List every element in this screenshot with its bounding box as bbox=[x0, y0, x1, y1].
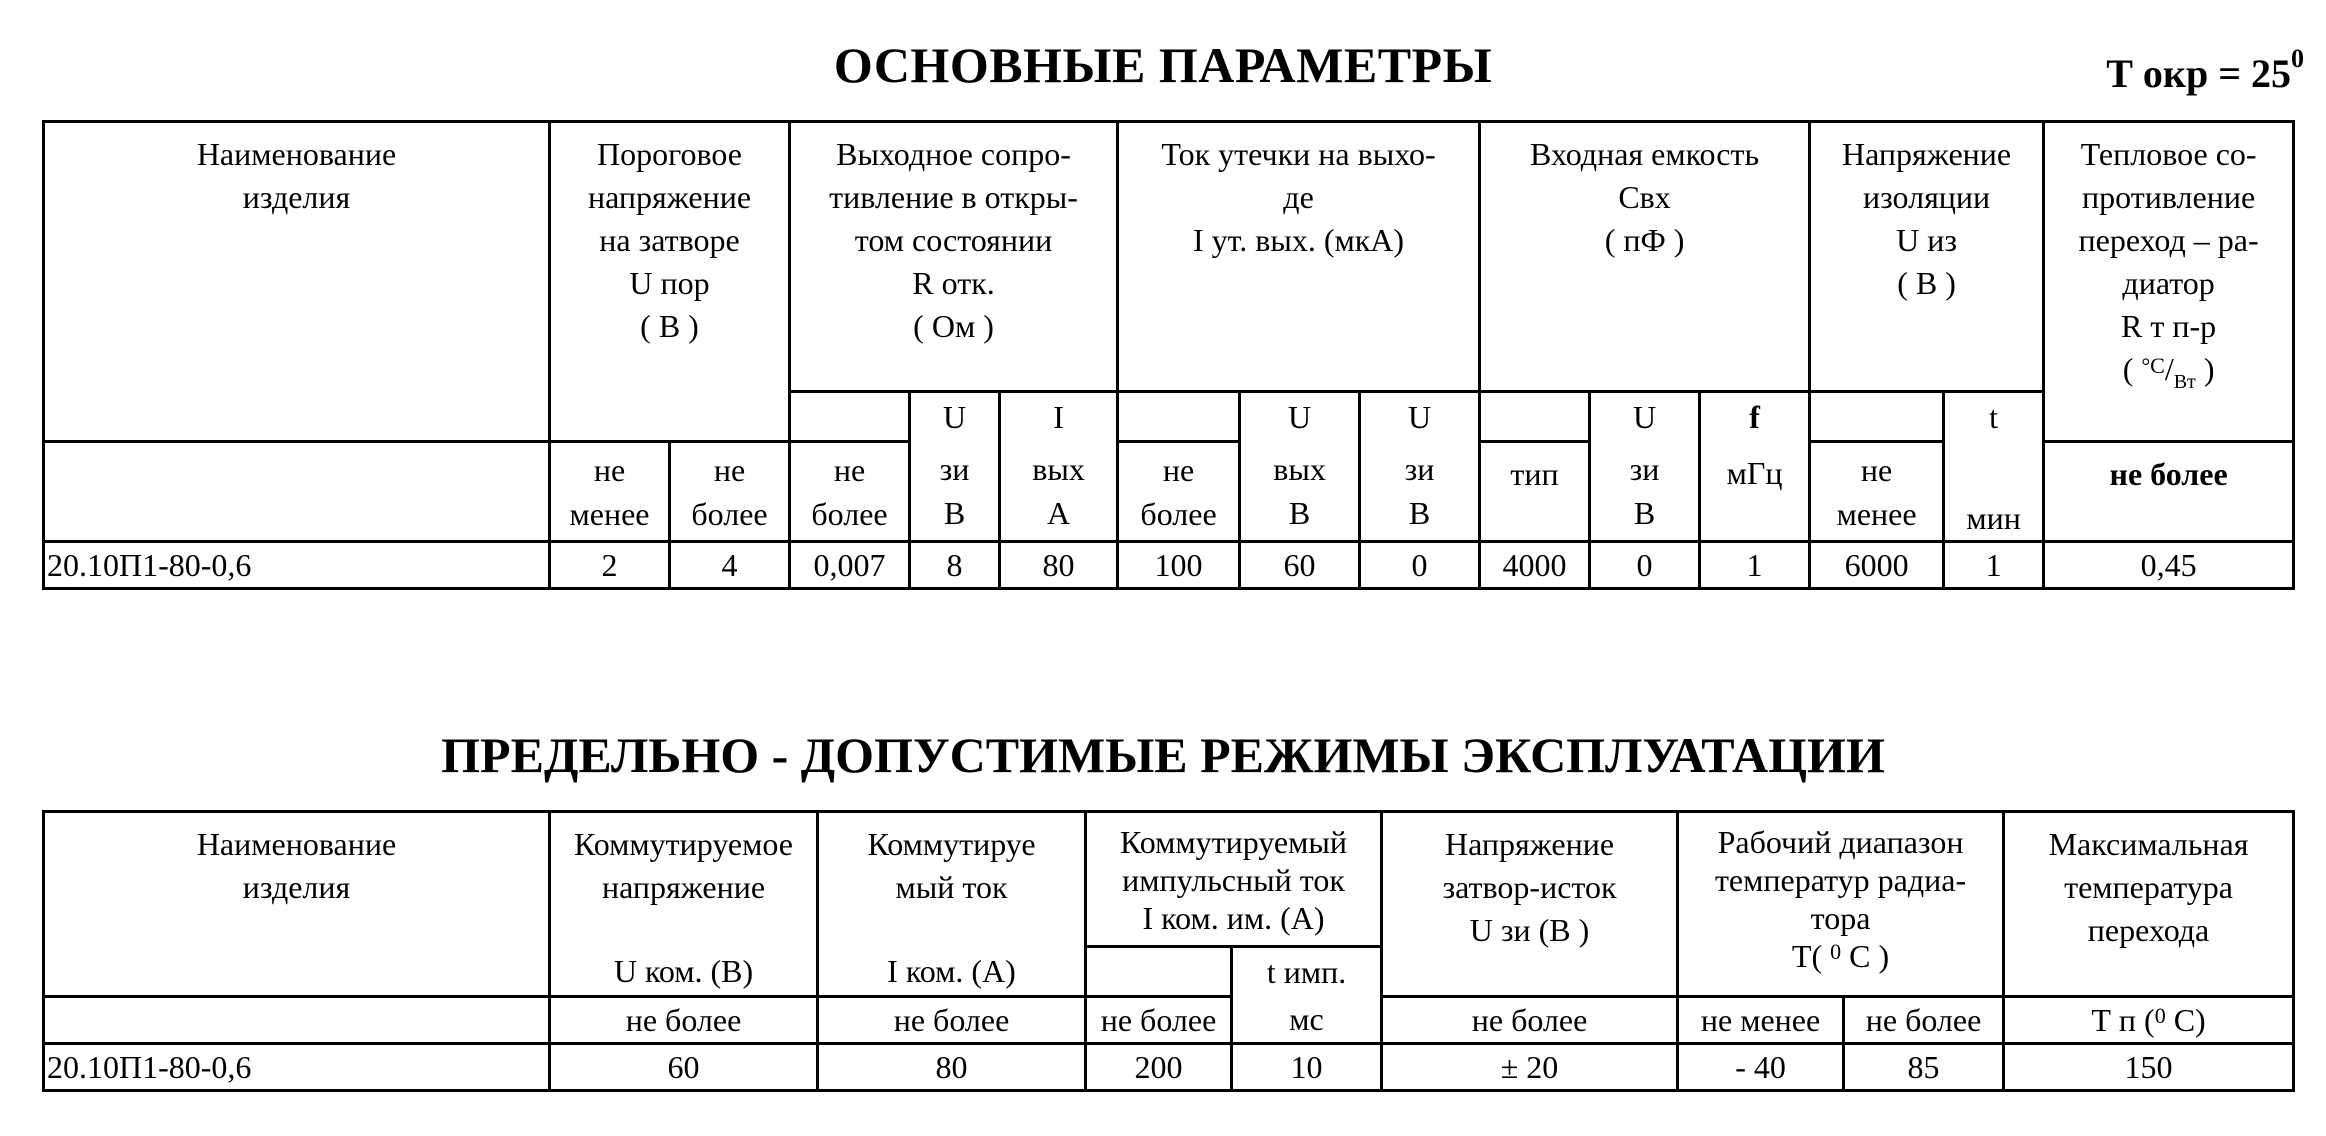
cell-value: 1 bbox=[1700, 542, 1810, 589]
sub-cin-u: U bbox=[1590, 392, 1700, 442]
cell-value: 200 bbox=[1086, 1044, 1232, 1091]
blank-cell bbox=[44, 442, 550, 542]
header-pulse-current: Коммутируемый импульсный ток I ком. им. (А) bbox=[1086, 812, 1382, 947]
cell-value: 10 bbox=[1232, 1044, 1382, 1091]
blank-cell bbox=[1480, 392, 1590, 442]
sub-iut-u-gs: U bbox=[1360, 392, 1480, 442]
sub-rotk-u: U bbox=[910, 392, 1000, 442]
cell-value: ± 20 bbox=[1382, 1044, 1678, 1091]
header-gate-source-voltage: Напряжение затвор-исток U зи (В ) bbox=[1382, 812, 1678, 997]
header-input-capacitance: Входная емкость Свх ( пФ ) bbox=[1480, 122, 1810, 392]
cell-value: 85 bbox=[1844, 1044, 2004, 1091]
blank-cell bbox=[1810, 392, 1944, 442]
col-cin-typ: тип bbox=[1480, 442, 1590, 542]
header-max-junction-temperature: Максимальная температура перехода bbox=[2004, 812, 2294, 997]
col-rotk-iout: вых А bbox=[1000, 442, 1118, 542]
header-name: Наименование изделия bbox=[44, 122, 550, 442]
header-threshold-voltage: Пороговое напряжение на затворе U пор ( В ) bbox=[550, 122, 790, 442]
cell-product-name: 20.10П1-80-0,6 bbox=[44, 542, 550, 589]
cell-value: 150 bbox=[2004, 1044, 2294, 1091]
col-rth-max: не более bbox=[2044, 442, 2294, 542]
operating-limits-table bbox=[42, 810, 2295, 1092]
cell-value: 8 bbox=[910, 542, 1000, 589]
title-operating-limits: ПРЕДЕЛЬНО - ДОПУСТИМЫЕ РЕЖИМЫ ЭКСПЛУАТАЦИИ bbox=[441, 727, 1885, 783]
col-trange-min: не менее bbox=[1678, 997, 1844, 1044]
header-on-resistance: Выходное сопро- тивление в откры- том состоянии R отк. ( Ом ) bbox=[790, 122, 1118, 392]
header-switched-voltage: Коммутируемое напряжение U ком. (В) bbox=[550, 812, 818, 997]
cell-value: 60 bbox=[550, 1044, 818, 1091]
cell-value: 100 bbox=[1118, 542, 1240, 589]
blank-cell bbox=[1118, 392, 1240, 442]
cell-value: 0 bbox=[1360, 542, 1480, 589]
header-name: Наименование изделия bbox=[44, 812, 550, 997]
sub-uiz-t: t bbox=[1944, 392, 2044, 442]
col-upor-min: не менее bbox=[550, 442, 670, 542]
cell-value: 6000 bbox=[1810, 542, 1944, 589]
col-rotk-ugs: зи В bbox=[910, 442, 1000, 542]
cell-value: 60 bbox=[1240, 542, 1360, 589]
blank-cell bbox=[44, 997, 550, 1044]
cell-value: 4000 bbox=[1480, 542, 1590, 589]
main-parameters-table bbox=[42, 120, 2295, 590]
table-row bbox=[44, 542, 2294, 589]
col-ikom-max: не более bbox=[818, 997, 1086, 1044]
col-uzi-max: не более bbox=[1382, 997, 1678, 1044]
col-iut-max: не более bbox=[1118, 442, 1240, 542]
sub-pulse-time: t имп. bbox=[1232, 947, 1382, 997]
col-iimp-max: не более bbox=[1086, 997, 1232, 1044]
cell-value: 0,007 bbox=[790, 542, 910, 589]
cell-value: 2 bbox=[550, 542, 670, 589]
blank-cell bbox=[790, 392, 910, 442]
ambient-temperature: Т окр = $25^0$ bbox=[2106, 44, 2304, 96]
col-cin-ugs: зи В bbox=[1590, 442, 1700, 542]
table-row bbox=[44, 1044, 2294, 1091]
col-iut-uout: вых В bbox=[1240, 442, 1360, 542]
sub-iut-u-out: U bbox=[1240, 392, 1360, 442]
col-ukom-max: не более bbox=[550, 997, 818, 1044]
col-uiz-time: мин bbox=[1944, 442, 2044, 542]
cell-value: 1 bbox=[1944, 542, 2044, 589]
cell-value: - 40 bbox=[1678, 1044, 1844, 1091]
cell-value: 0,45 bbox=[2044, 542, 2294, 589]
title-main-parameters: ОСНОВНЫЕ ПАРАМЕТРЫ bbox=[833, 37, 1493, 93]
col-cin-freq: мГц bbox=[1700, 442, 1810, 542]
cell-value: 80 bbox=[1000, 542, 1118, 589]
cell-value: 4 bbox=[670, 542, 790, 589]
header-switched-current: Коммутируе мый ток I ком. (А) bbox=[818, 812, 1086, 997]
header-thermal-resistance: Тепловое со- противление переход – ра- диатор R т п-р ( $^{^\circ С}/_{Вт}$ ) bbox=[2044, 122, 2294, 442]
header-isolation-voltage: Напряжение изоляции U из ( В ) bbox=[1810, 122, 2044, 392]
col-trange-max: не более bbox=[1844, 997, 2004, 1044]
header-leakage-current: Ток утечки на выхо- де I ут. вых. (мкА) bbox=[1118, 122, 1480, 392]
cell-value: 0 bbox=[1590, 542, 1700, 589]
col-upor-max: не более bbox=[670, 442, 790, 542]
cell-product-name: 20.10П1-80-0,6 bbox=[44, 1044, 550, 1091]
col-tmax-symbol: Т п ($^0$ С) bbox=[2004, 997, 2294, 1044]
cell-value: 80 bbox=[818, 1044, 1086, 1091]
col-timp-unit: мс bbox=[1232, 997, 1382, 1044]
col-iut-ugs: зи В bbox=[1360, 442, 1480, 542]
blank-cell bbox=[1086, 947, 1232, 997]
header-temperature-range: Рабочий диапазон температур радиа- тора Т( $^0$ С ) bbox=[1678, 812, 2004, 997]
sub-cin-f: f bbox=[1700, 392, 1810, 442]
col-uiz-min: не менее bbox=[1810, 442, 1944, 542]
col-rotk-max: не более bbox=[790, 442, 910, 542]
sub-rotk-i: I bbox=[1000, 392, 1118, 442]
